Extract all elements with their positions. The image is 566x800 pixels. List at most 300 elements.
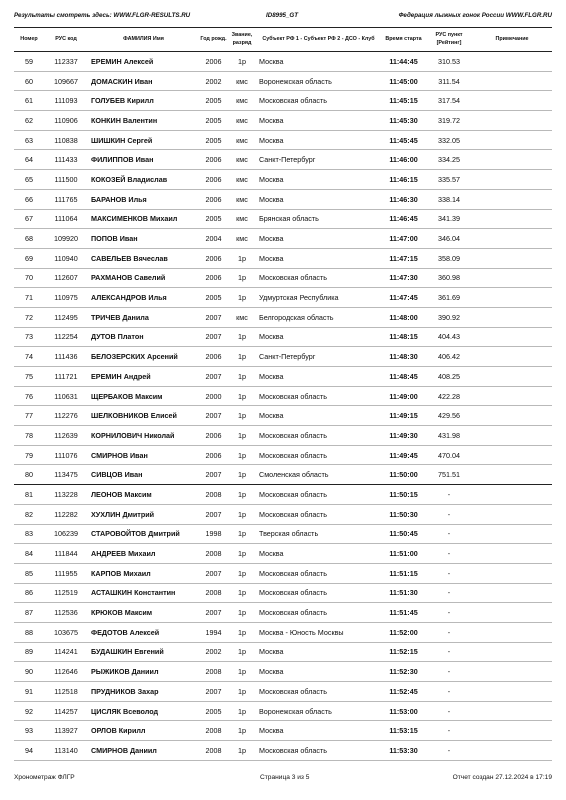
cell-points: - <box>426 662 472 682</box>
table-row <box>14 485 552 505</box>
cell-rank: 1р <box>228 622 256 642</box>
cell-region: Тверская область <box>256 524 381 544</box>
cell-region: Москва <box>256 170 381 190</box>
cell-start-time: 11:49:30 <box>381 426 426 446</box>
cell-points: 334.25 <box>426 150 472 170</box>
cell-start-time: 11:50:45 <box>381 524 426 544</box>
footer-page-number: Страница 3 из 5 <box>260 774 310 781</box>
table-row <box>14 721 552 741</box>
cell-year: 2006 <box>199 426 228 446</box>
cell-start-time: 11:52:45 <box>381 682 426 702</box>
cell-start-time: 11:49:15 <box>381 406 426 426</box>
cell-rank: 1р <box>228 741 256 761</box>
cell-code: 111955 <box>44 563 88 583</box>
cell-name: ПОПОВ Иван <box>88 229 199 249</box>
cell-name: ГОЛУБЕВ Кирилл <box>88 91 199 111</box>
cell-points: 429.56 <box>426 406 472 426</box>
cell-points: - <box>426 701 472 721</box>
cell-code: 112639 <box>44 426 88 446</box>
col-header-name: ФАМИЛИЯ Имя <box>88 28 199 52</box>
cell-number: 69 <box>14 248 44 268</box>
cell-rank: 1р <box>228 465 256 485</box>
cell-number: 90 <box>14 662 44 682</box>
cell-start-time: 11:47:30 <box>381 268 426 288</box>
cell-code: 110975 <box>44 288 88 308</box>
table-header-row <box>14 28 552 52</box>
event-id: ID8995_GT <box>266 12 298 19</box>
cell-name: МАКСИМЕНКОВ Михаил <box>88 209 199 229</box>
cell-year: 2008 <box>199 544 228 564</box>
table-row <box>14 662 552 682</box>
cell-code: 112536 <box>44 603 88 623</box>
cell-number: 68 <box>14 229 44 249</box>
cell-code: 110838 <box>44 130 88 150</box>
cell-rank: 1р <box>228 721 256 741</box>
cell-code: 112495 <box>44 307 88 327</box>
cell-name: АНДРЕЕВ Михаил <box>88 544 199 564</box>
cell-region: Москва <box>256 642 381 662</box>
cell-year: 2008 <box>199 485 228 505</box>
cell-number: 87 <box>14 603 44 623</box>
cell-year: 2006 <box>199 445 228 465</box>
cell-code: 113475 <box>44 465 88 485</box>
cell-rank: кмс <box>228 71 256 91</box>
table-row <box>14 563 552 583</box>
cell-year: 2002 <box>199 71 228 91</box>
cell-name: ХУХЛИН Дмитрий <box>88 504 199 524</box>
cell-note <box>472 367 552 387</box>
cell-start-time: 11:51:00 <box>381 544 426 564</box>
cell-code: 114241 <box>44 642 88 662</box>
cell-number: 88 <box>14 622 44 642</box>
cell-points: 406.42 <box>426 347 472 367</box>
cell-year: 2006 <box>199 347 228 367</box>
cell-number: 75 <box>14 367 44 387</box>
cell-name: РАХМАНОВ Савелий <box>88 268 199 288</box>
cell-start-time: 11:49:00 <box>381 386 426 406</box>
cell-note <box>472 701 552 721</box>
cell-note <box>472 386 552 406</box>
cell-region: Воронежская область <box>256 701 381 721</box>
table-row <box>14 209 552 229</box>
cell-code: 112518 <box>44 682 88 702</box>
table-body <box>14 52 552 761</box>
cell-points: 341.39 <box>426 209 472 229</box>
cell-rank: 1р <box>228 544 256 564</box>
cell-code: 112282 <box>44 504 88 524</box>
cell-note <box>472 189 552 209</box>
table-row <box>14 170 552 190</box>
cell-start-time: 11:46:00 <box>381 150 426 170</box>
cell-region: Москва <box>256 544 381 564</box>
cell-code: 103675 <box>44 622 88 642</box>
cell-region: Белгородская область <box>256 307 381 327</box>
cell-number: 89 <box>14 642 44 662</box>
cell-note <box>472 662 552 682</box>
table-row <box>14 406 552 426</box>
cell-name: ДОМАСКИН Иван <box>88 71 199 91</box>
cell-code: 111500 <box>44 170 88 190</box>
table-row <box>14 583 552 603</box>
cell-number: 70 <box>14 268 44 288</box>
cell-points: 431.98 <box>426 426 472 446</box>
cell-note <box>472 52 552 72</box>
cell-points: 319.72 <box>426 111 472 131</box>
cell-number: 78 <box>14 426 44 446</box>
cell-start-time: 11:46:30 <box>381 189 426 209</box>
cell-region: Московская область <box>256 682 381 702</box>
table-row <box>14 91 552 111</box>
cell-region: Московская область <box>256 583 381 603</box>
cell-name: ДУТОВ Платон <box>88 327 199 347</box>
cell-year: 2007 <box>199 327 228 347</box>
cell-start-time: 11:48:30 <box>381 347 426 367</box>
cell-name: ЕРЕМИН Алексей <box>88 52 199 72</box>
table-row <box>14 445 552 465</box>
cell-note <box>472 426 552 446</box>
cell-name: РЫЖИКОВ Даниил <box>88 662 199 682</box>
table-row <box>14 465 552 485</box>
cell-code: 112337 <box>44 52 88 72</box>
cell-points: 332.05 <box>426 130 472 150</box>
results-site-link[interactable]: Результаты смотреть здесь: WWW.FLGR-RESULTS.RU <box>14 12 191 19</box>
cell-region: Московская область <box>256 563 381 583</box>
cell-rank: 1р <box>228 347 256 367</box>
cell-year: 1998 <box>199 524 228 544</box>
cell-rank: 1р <box>228 701 256 721</box>
cell-year: 2007 <box>199 504 228 524</box>
cell-year: 2005 <box>199 701 228 721</box>
cell-start-time: 11:47:45 <box>381 288 426 308</box>
cell-start-time: 11:52:00 <box>381 622 426 642</box>
cell-start-time: 11:51:30 <box>381 583 426 603</box>
cell-code: 113927 <box>44 721 88 741</box>
cell-note <box>472 327 552 347</box>
cell-points: 311.54 <box>426 71 472 91</box>
table-row <box>14 52 552 72</box>
table-row <box>14 347 552 367</box>
cell-note <box>472 111 552 131</box>
cell-year: 1994 <box>199 622 228 642</box>
cell-year: 2007 <box>199 307 228 327</box>
cell-points: 408.25 <box>426 367 472 387</box>
cell-region: Московская область <box>256 91 381 111</box>
cell-year: 2005 <box>199 111 228 131</box>
cell-name: ЩЕРБАКОВ Максим <box>88 386 199 406</box>
cell-points: 335.57 <box>426 170 472 190</box>
cell-region: Московская область <box>256 741 381 761</box>
table-row <box>14 229 552 249</box>
cell-rank: 1р <box>228 268 256 288</box>
cell-rank: кмс <box>228 307 256 327</box>
cell-note <box>472 445 552 465</box>
cell-points: - <box>426 721 472 741</box>
cell-rank: 1р <box>228 603 256 623</box>
cell-number: 67 <box>14 209 44 229</box>
cell-note <box>472 347 552 367</box>
cell-year: 2007 <box>199 465 228 485</box>
cell-number: 76 <box>14 386 44 406</box>
cell-start-time: 11:52:30 <box>381 662 426 682</box>
cell-code: 111076 <box>44 445 88 465</box>
cell-rank: 1р <box>228 504 256 524</box>
cell-region: Москва <box>256 662 381 682</box>
cell-number: 83 <box>14 524 44 544</box>
cell-rank: 1р <box>228 406 256 426</box>
cell-number: 82 <box>14 504 44 524</box>
cell-note <box>472 307 552 327</box>
cell-region: Смоленская область <box>256 465 381 485</box>
cell-year: 2005 <box>199 288 228 308</box>
cell-points: 390.92 <box>426 307 472 327</box>
cell-name: АЛЕКСАНДРОВ Илья <box>88 288 199 308</box>
cell-start-time: 11:48:15 <box>381 327 426 347</box>
cell-number: 81 <box>14 485 44 505</box>
col-header-region: Субъект РФ 1 - Субъект РФ 2 - ДСО - Клуб <box>256 28 381 52</box>
cell-number: 72 <box>14 307 44 327</box>
page-header <box>14 12 552 24</box>
cell-points: - <box>426 741 472 761</box>
cell-year: 2006 <box>199 170 228 190</box>
cell-name: АСТАШКИН Константин <box>88 583 199 603</box>
table-row <box>14 603 552 623</box>
table-row <box>14 268 552 288</box>
col-header-rank: Звание, разряд <box>228 28 256 52</box>
cell-code: 114257 <box>44 701 88 721</box>
cell-points: - <box>426 682 472 702</box>
cell-code: 109920 <box>44 229 88 249</box>
cell-name: КРЮКОВ Максим <box>88 603 199 623</box>
cell-points: - <box>426 642 472 662</box>
cell-region: Московская область <box>256 445 381 465</box>
cell-number: 73 <box>14 327 44 347</box>
cell-start-time: 11:44:45 <box>381 52 426 72</box>
cell-region: Московская область <box>256 485 381 505</box>
table-row <box>14 111 552 131</box>
cell-points: - <box>426 583 472 603</box>
cell-region: Москва <box>256 406 381 426</box>
cell-note <box>472 563 552 583</box>
cell-note <box>472 288 552 308</box>
cell-number: 86 <box>14 583 44 603</box>
cell-region: Московская область <box>256 386 381 406</box>
cell-rank: кмс <box>228 91 256 111</box>
cell-number: 93 <box>14 721 44 741</box>
cell-start-time: 11:51:45 <box>381 603 426 623</box>
table-row <box>14 386 552 406</box>
cell-rank: 1р <box>228 682 256 702</box>
cell-name: ОРЛОВ Кирилл <box>88 721 199 741</box>
cell-rank: 1р <box>228 485 256 505</box>
cell-rank: кмс <box>228 189 256 209</box>
cell-year: 2007 <box>199 406 228 426</box>
footer-timing: Хронометраж ФЛГР <box>14 774 75 781</box>
cell-code: 111093 <box>44 91 88 111</box>
cell-note <box>472 268 552 288</box>
cell-code: 112519 <box>44 583 88 603</box>
table-row <box>14 544 552 564</box>
cell-region: Санкт-Петербург <box>256 150 381 170</box>
cell-number: 79 <box>14 445 44 465</box>
page-footer <box>14 774 552 786</box>
cell-region: Москва <box>256 52 381 72</box>
col-header-code: РУС код <box>44 28 88 52</box>
table-row <box>14 642 552 662</box>
cell-points: 317.54 <box>426 91 472 111</box>
cell-code: 110940 <box>44 248 88 268</box>
cell-name: БУДАШКИН Евгений <box>88 642 199 662</box>
cell-start-time: 11:49:45 <box>381 445 426 465</box>
cell-number: 59 <box>14 52 44 72</box>
cell-region: Москва <box>256 189 381 209</box>
cell-rank: 1р <box>228 563 256 583</box>
cell-note <box>472 544 552 564</box>
cell-note <box>472 465 552 485</box>
cell-code: 113140 <box>44 741 88 761</box>
cell-start-time: 11:48:45 <box>381 367 426 387</box>
cell-start-time: 11:45:15 <box>381 91 426 111</box>
cell-name: ШЕЛКОВНИКОВ Елисей <box>88 406 199 426</box>
table-row <box>14 367 552 387</box>
cell-number: 85 <box>14 563 44 583</box>
cell-region: Москва <box>256 111 381 131</box>
cell-start-time: 11:45:00 <box>381 71 426 91</box>
cell-year: 2008 <box>199 583 228 603</box>
table-row <box>14 288 552 308</box>
cell-region: Московская область <box>256 268 381 288</box>
cell-region: Удмуртская Республика <box>256 288 381 308</box>
cell-name: САВЕЛЬЕВ Вячеслав <box>88 248 199 268</box>
table-row <box>14 248 552 268</box>
cell-region: Москва <box>256 721 381 741</box>
table-row <box>14 307 552 327</box>
cell-note <box>472 130 552 150</box>
cell-number: 63 <box>14 130 44 150</box>
cell-points: 346.04 <box>426 229 472 249</box>
cell-year: 2008 <box>199 741 228 761</box>
cell-code: 111765 <box>44 189 88 209</box>
cell-name: КОКОЗЕЙ Владислав <box>88 170 199 190</box>
cell-year: 2000 <box>199 386 228 406</box>
cell-year: 2002 <box>199 642 228 662</box>
cell-note <box>472 406 552 426</box>
cell-name: ФЕДОТОВ Алексей <box>88 622 199 642</box>
cell-rank: кмс <box>228 209 256 229</box>
cell-note <box>472 583 552 603</box>
cell-rank: 1р <box>228 386 256 406</box>
col-header-note: Примечание <box>472 28 552 52</box>
table-row <box>14 189 552 209</box>
cell-region: Московская область <box>256 504 381 524</box>
cell-rank: кмс <box>228 130 256 150</box>
cell-number: 77 <box>14 406 44 426</box>
cell-code: 111721 <box>44 367 88 387</box>
cell-name: КОРНИЛОВИЧ Николай <box>88 426 199 446</box>
cell-code: 112646 <box>44 662 88 682</box>
cell-start-time: 11:51:15 <box>381 563 426 583</box>
cell-region: Санкт-Петербург <box>256 347 381 367</box>
cell-points: 422.28 <box>426 386 472 406</box>
table-row <box>14 426 552 446</box>
col-header-points: РУС пункт [Рейтинг] <box>426 28 472 52</box>
cell-number: 92 <box>14 701 44 721</box>
cell-code: 112254 <box>44 327 88 347</box>
cell-rank: 1р <box>228 288 256 308</box>
cell-code: 112607 <box>44 268 88 288</box>
cell-number: 91 <box>14 682 44 702</box>
cell-note <box>472 741 552 761</box>
cell-code: 111844 <box>44 544 88 564</box>
cell-year: 2005 <box>199 91 228 111</box>
cell-year: 2008 <box>199 721 228 741</box>
cell-start-time: 11:53:00 <box>381 701 426 721</box>
cell-name: ТРИЧЕВ Данила <box>88 307 199 327</box>
cell-rank: 1р <box>228 248 256 268</box>
cell-number: 74 <box>14 347 44 367</box>
cell-note <box>472 71 552 91</box>
table-row <box>14 741 552 761</box>
cell-number: 94 <box>14 741 44 761</box>
cell-rank: 1р <box>228 52 256 72</box>
cell-region: Москва <box>256 367 381 387</box>
cell-points: - <box>426 622 472 642</box>
cell-year: 2006 <box>199 248 228 268</box>
cell-region: Московская область <box>256 426 381 446</box>
cell-number: 60 <box>14 71 44 91</box>
cell-points: - <box>426 603 472 623</box>
cell-year: 2007 <box>199 682 228 702</box>
cell-name: ЦИСЛЯК Всеволод <box>88 701 199 721</box>
cell-start-time: 11:48:00 <box>381 307 426 327</box>
cell-year: 2007 <box>199 367 228 387</box>
table-row <box>14 130 552 150</box>
cell-points: 361.69 <box>426 288 472 308</box>
cell-start-time: 11:50:15 <box>381 485 426 505</box>
cell-note <box>472 524 552 544</box>
table-row <box>14 524 552 544</box>
cell-number: 64 <box>14 150 44 170</box>
cell-rank: кмс <box>228 111 256 131</box>
cell-rank: 1р <box>228 583 256 603</box>
federation-site-link[interactable]: Федерация лыжных гонок России WWW.FLGR.RU <box>398 12 552 19</box>
cell-points: - <box>426 563 472 583</box>
cell-number: 65 <box>14 170 44 190</box>
cell-year: 2008 <box>199 662 228 682</box>
cell-year: 2006 <box>199 189 228 209</box>
cell-year: 2005 <box>199 130 228 150</box>
cell-start-time: 11:50:00 <box>381 465 426 485</box>
cell-rank: 1р <box>228 642 256 662</box>
cell-start-time: 11:47:00 <box>381 229 426 249</box>
cell-name: БЕЛОЗЕРСКИХ Арсений <box>88 347 199 367</box>
cell-note <box>472 603 552 623</box>
cell-year: 2006 <box>199 52 228 72</box>
cell-note <box>472 485 552 505</box>
cell-points: 404.43 <box>426 327 472 347</box>
cell-note <box>472 150 552 170</box>
cell-points: 338.14 <box>426 189 472 209</box>
cell-number: 66 <box>14 189 44 209</box>
footer-report-date: Отчет создан 27.12.2024 в 17:19 <box>452 774 552 781</box>
cell-note <box>472 170 552 190</box>
col-header-start-time: Время старта <box>381 28 426 52</box>
cell-name: ШИШКИН Сергей <box>88 130 199 150</box>
cell-name: ЕРЕМИН Андрей <box>88 367 199 387</box>
cell-rank: кмс <box>228 170 256 190</box>
cell-code: 111433 <box>44 150 88 170</box>
cell-name: ФИЛИППОВ Иван <box>88 150 199 170</box>
cell-rank: 1р <box>228 426 256 446</box>
